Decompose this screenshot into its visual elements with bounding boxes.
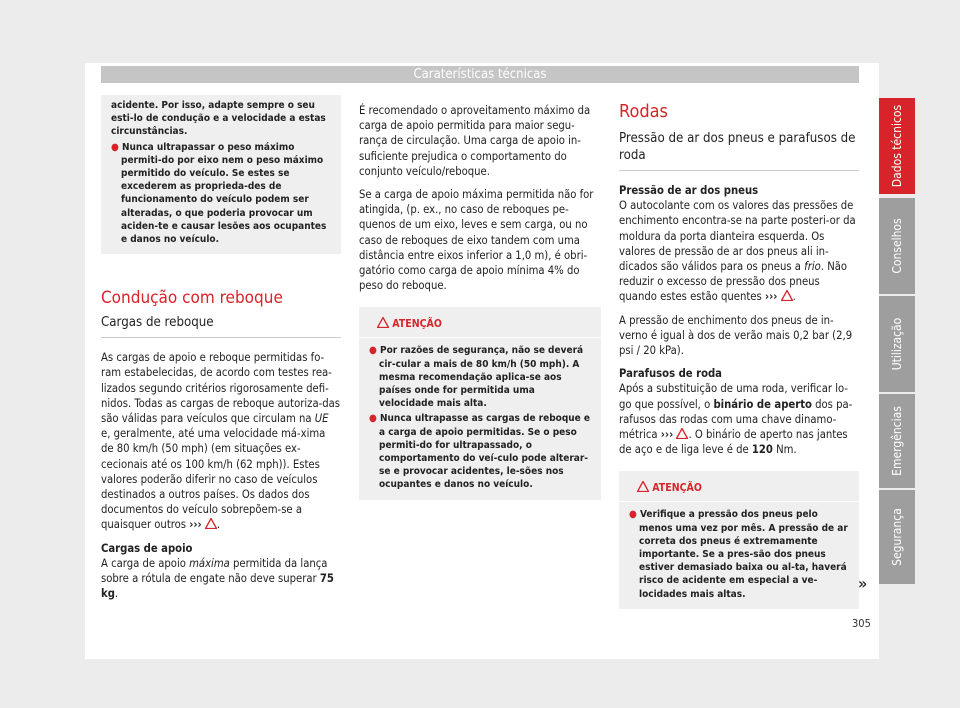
warning-icon	[637, 481, 649, 492]
warning-item: ● Por razões de segurança, não se deverá cir-cular a mais de 80 km/h (50 mph). A mesma recomendação aplica-se aos países onde for permitida uma velocidade mais alta.	[369, 345, 584, 410]
tab-dados-tecnicos[interactable]: Dados técnicos	[879, 98, 915, 194]
paragraph: Se a carga de apoio máxima permitida não for atingida, (p. ex., no caso de reboques pe-quenos de um eixo, leves e sem carga, ou no caso de reboques de eixo tandem com uma distância entre eixos inferior a 1,0 m), é obri-gatório como carga de apoio mínima 4% do peso do reboque.	[359, 188, 594, 293]
tab-seguranca[interactable]: Segurança	[879, 490, 915, 584]
subsection-title: Pressão de ar dos pneus	[619, 184, 759, 197]
warning-item: ● Verifique a pressão dos pneus pelo menos uma vez por mês. A pressão de ar correta dos pneus é extremamente importante. Se a pres-são dos pneus estiver demasiado baixa ou al-ta, haverá risco de acidente em especial a ve-locidades mais altas.	[629, 509, 848, 600]
warning-icon	[205, 518, 217, 529]
paragraph: O autocolante com os valores das pressões de enchimento encontra-se na parte posteri-or da moldura da porta dianteira esquerda. Os valores de pressão de ar dos pneus ali in-dicados são válidos para os pneus a frio. Não reduzir o excesso de pressão dos pneus quando estes estão quentes ››› .	[619, 199, 856, 304]
section-subheading: Pressão de ar dos pneus e parafusos de roda	[619, 130, 859, 171]
paragraph: As cargas de apoio e reboque permitidas fo-ram estabelecidas, de acordo com testes rea-lizados segundo critérios rigorosamente defi-nidos. Todas as cargas de reboque autoriza-das são válidas para veículos que circulam na UE e, geralmente, até uma velocidade má-xima de 80 km/h (50 mph) (em situações ex-cecionais até os 100 km/h (62 mph)). Estes valores poderão diferir no caso de veículos destinados a outros países. Os dados dos documentos do veículo sobrepõem-se a quaisquer outros ››› .	[101, 351, 341, 532]
subsection-title: Cargas de apoio	[101, 541, 193, 555]
section-heading: Rodas	[619, 101, 668, 122]
warning-header: ATENÇÃO	[619, 477, 859, 502]
middle-column	[359, 103, 601, 500]
right-column	[619, 100, 859, 609]
warning-icon	[676, 428, 688, 439]
tab-conselhos[interactable]: Conselhos	[879, 198, 915, 294]
warning-item: ● Nunca ultrapasse as cargas de reboque e a carga de apoio permitidas. Se o peso permiti-do for ultrapassado, o comportamento do veí-culo pode alterar-se e provocar acidentes, le-sões nos ocupantes e danos no veículo.	[369, 413, 591, 491]
paragraph: A pressão de enchimento dos pneus de in-verno é igual à dos de verão mais 0,2 bar (2,9 psi / 20 kPa).	[619, 313, 853, 358]
link-arrows[interactable]: ›››	[189, 518, 202, 532]
subsection-title: Parafusos de roda	[619, 367, 722, 381]
warning-icon	[781, 290, 793, 301]
warning-item: ● Nunca ultrapassar o peso máximo permiti-do por eixo nem o peso máximo permitido do veículo. Se estes se excederem as proprieda-des de funcionamento do veículo podem ser alteradas, o que poderia provocar um aciden-te e causar lesões aos ocupantes e danos no veículo.	[111, 141, 327, 246]
section-subheading: Cargas de reboque	[101, 314, 341, 338]
paragraph: A carga de apoio máxima permitida da lança sobre a rótula de engate não deve superar 75 kg.	[101, 556, 334, 601]
tab-emergencias[interactable]: Emergências	[879, 394, 915, 488]
warning-continued: acidente. Por isso, adapte sempre o seu esti-lo de condução e a velocidade a estas circunstâncias. ● Nunca ultrapassar o peso máximo permiti-do por eixo nem o peso máximo permitido do veículo. Se estes se excederem as proprieda-des de funcionamento do veículo podem ser alteradas, o que poderia provocar um aciden-te e causar lesões aos ocupantes e danos no veículo.	[101, 95, 341, 254]
left-column	[101, 95, 341, 609]
warning-box	[359, 307, 601, 499]
tab-utilizacao[interactable]: Utilização	[879, 296, 915, 392]
page-header: Caraterísticas técnicas	[101, 66, 859, 83]
paragraph: Após a substituição de uma roda, verificar lo-go que possível, o binário de aperto dos pa-rafusos das rodas com uma chave dinamo-métrica ››› . O binário de aperto nas jantes de aço e de liga leve é de 120 Nm.	[619, 382, 853, 457]
link-arrows[interactable]: ›››	[764, 290, 778, 304]
section-heading: Condução com reboque	[101, 288, 283, 309]
warning-header: ATENÇÃO	[359, 313, 601, 338]
warning-icon	[377, 317, 389, 328]
link-arrows[interactable]: ›››	[660, 428, 674, 442]
continue-marker: »	[858, 574, 868, 593]
page-number: 305	[852, 617, 871, 630]
paragraph: É recomendado o aproveitamento máximo da carga de apoio permitida para maior segu-rança de circulação. Uma carga de apoio in-suficiente prejudica o comportamento do conjunto veículo/reboque.	[359, 104, 591, 178]
warning-box	[619, 471, 859, 608]
